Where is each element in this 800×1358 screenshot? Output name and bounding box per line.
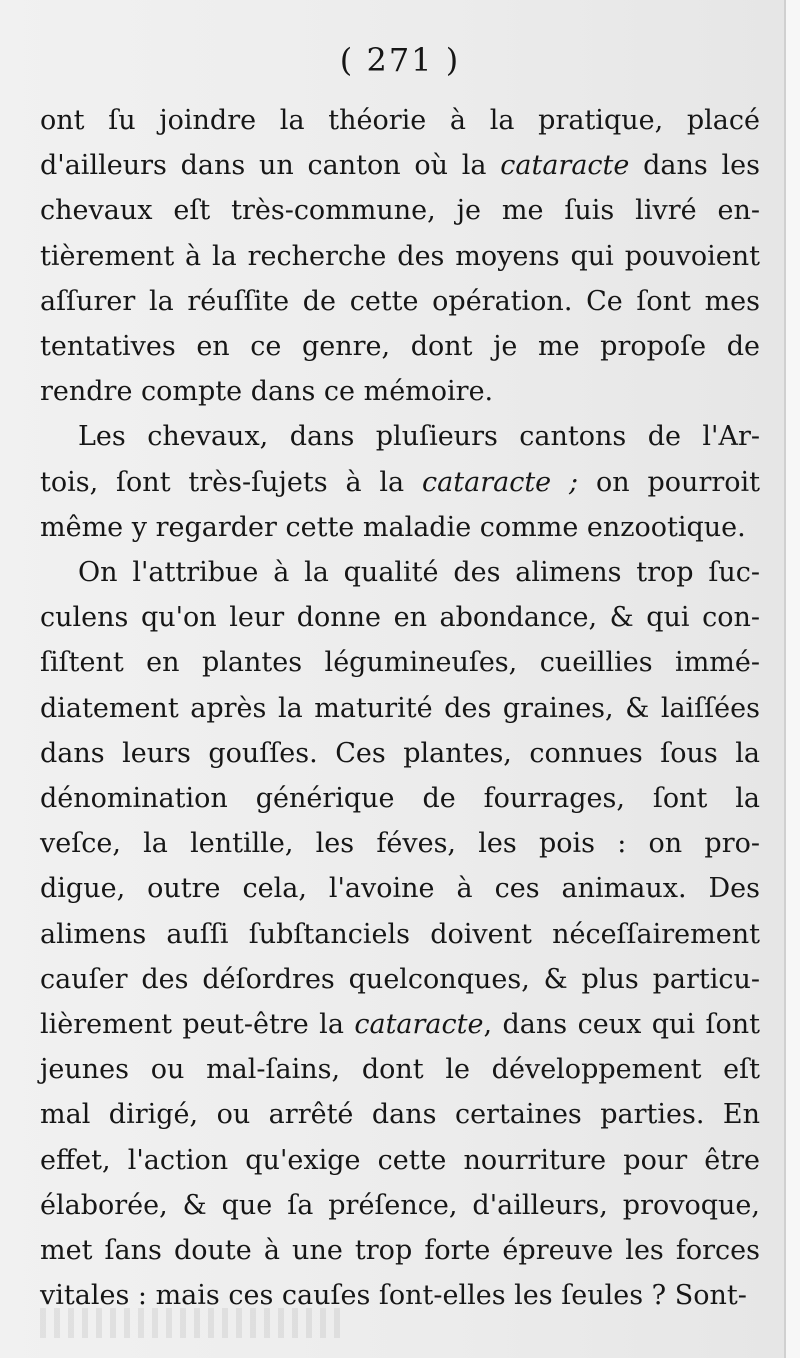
text-line: effet, l'action qu'exige cette nourriture pour être [40,1144,760,1176]
text-line: mal dirigé, ou arrêté dans certaines parties. En [40,1099,760,1131]
text-line: élaborée, & que ſa préſence, d'ailleurs, provoque, [40,1189,760,1221]
text-line: Les chevaux, dans pluſieurs cantons de l'Ar- [78,421,760,453]
text-line: même y regarder cette maladie comme enzootique. [40,511,746,543]
page-number: ( 271 ) [339,41,461,79]
text-line: On l'attribue à la qualité des alimens trop ſuc- [78,557,760,589]
text-line: veſce, la lentille, les féves, les pois : on pro- [40,828,760,860]
text-line: rendre compte dans ce mémoire. [40,376,494,408]
text-line: digue, outre cela, l'avoine à ces animaux. Des [40,873,760,905]
text-line: lièrement peut-être la cataracte, dans ceux qui ſont [40,1009,760,1041]
text-line: tois, ſont très-ſujets à la cataracte ; on pourroit [40,466,760,498]
body-text [40,98,760,1318]
text-line: met ſans doute à une trop forte épreuve les forces [40,1235,760,1267]
text-line: dénomination générique de fourrages, ſont la [40,783,760,815]
text-line: culens qu'on leur donne en abondance, & qui con- [40,602,760,634]
text-line: cauſer des déſordres quelconques, & plus particu- [40,963,760,995]
text-line: aſſurer la réuſſite de cette opération. Ce ſont mes [40,285,760,317]
text-line: alimens auſſi ſubſtanciels doivent néceſſairement [40,918,760,950]
text-line: jeunes ou mal-ſains, dont le développement eſt [40,1054,760,1086]
show-through-mark [40,1308,340,1338]
text-line: chevaux eſt très-commune, je me ſuis livré en- [40,195,760,227]
page-edge [786,0,800,1358]
text-line: vitales : mais ces cauſes ſont-elles les ſeules ? Sont- [40,1280,747,1312]
text-line: d'ailleurs dans un canton où la cataracte dans les [40,150,760,182]
text-line: ont ſu joindre la théorie à la pratique, placé [40,105,760,136]
text-line: tentatives en ce genre, dont je me propoſe de [40,331,760,363]
text-line: ſiſtent en plantes légumineuſes, cueillies immé- [40,647,760,679]
text-line: dans leurs gouſſes. Ces plantes, connues ſous la [40,737,760,769]
text-line: diatement après la maturité des graines, & laiſſées [40,692,760,724]
text-line: tièrement à la recherche des moyens qui pouvoient [40,240,760,272]
